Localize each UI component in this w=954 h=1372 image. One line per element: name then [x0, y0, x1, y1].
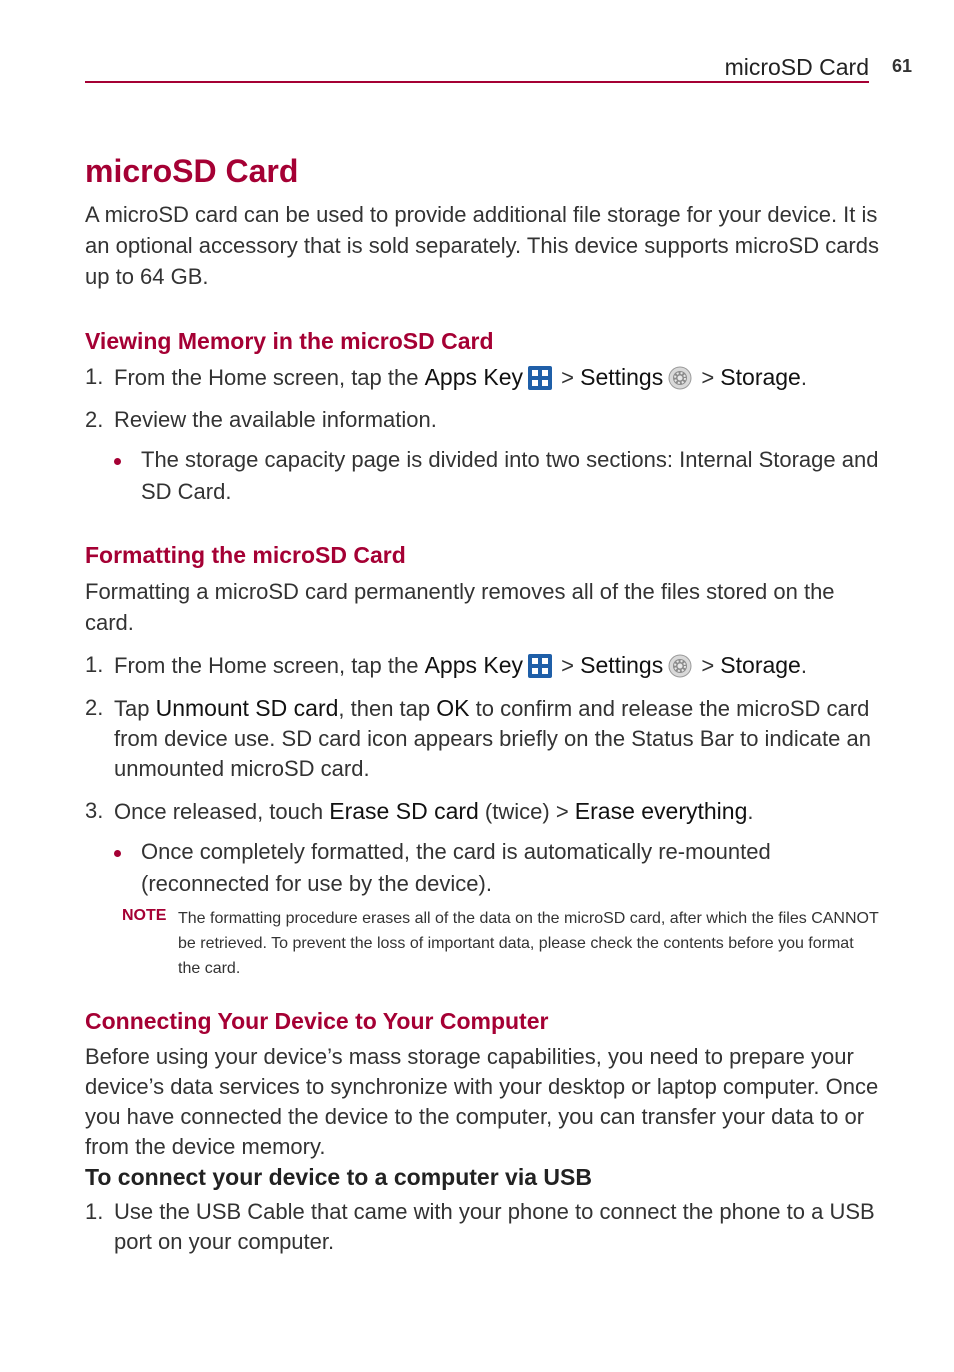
separator: >: [695, 365, 721, 390]
settings-label: Settings: [580, 364, 664, 390]
viewing-bullets: [85, 444, 880, 508]
unmount-sd-card-label: Unmount SD card: [155, 695, 339, 721]
step-text: Once released, touch: [114, 799, 330, 824]
step-end: .: [800, 365, 807, 390]
step-number: 1.: [85, 364, 104, 389]
step-text: Review the available information.: [114, 407, 437, 432]
erase-everything-label: Erase everything: [574, 798, 748, 824]
bullet-text: The storage capacity page is divided into two sections: Internal Storage and SD Card.: [141, 447, 879, 504]
formatting-step-3: [85, 796, 880, 827]
step-text: , then tap: [338, 696, 437, 721]
step-text: (twice) >: [478, 799, 575, 824]
page-content: [85, 150, 880, 1269]
erase-sd-card-label: Erase SD card: [329, 798, 479, 824]
step-text: Tap: [114, 696, 156, 721]
bullet-item: [141, 444, 880, 508]
usb-steps: [85, 1197, 880, 1257]
formatting-steps: [85, 650, 880, 827]
storage-label: Storage: [720, 652, 801, 678]
apps-key-label: Apps Key: [424, 364, 524, 390]
settings-gear-icon: [668, 654, 692, 678]
apps-grid-icon: [528, 654, 552, 678]
formatting-heading: Formatting the microSD Card: [85, 542, 406, 568]
bullet-text: Once completely formatted, the card is automatically re-mounted (reconnected for use by the device).: [141, 839, 771, 896]
step-end: .: [747, 799, 754, 824]
viewing-memory-steps: [85, 362, 880, 435]
running-header: [85, 52, 869, 83]
step-text: to confirm and release the microSD card from device use. SD card icon appears briefly on the Status Bar to indicate an unmounted microSD card.: [114, 696, 871, 781]
settings-label: Settings: [580, 652, 664, 678]
formatting-bullets: [85, 836, 880, 900]
page-title: microSD Card: [85, 153, 299, 189]
note-box: [85, 906, 880, 981]
connecting-intro: Before using your device’s mass storage capabilities, you need to prepare your device’s data services to synchronize with your desktop or laptop computer. Once you have connected the device to the computer, you can transfer your data to or from the device memory.: [85, 1044, 879, 1159]
storage-label: Storage: [720, 364, 801, 390]
settings-gear-icon: [668, 366, 692, 390]
apps-grid-icon: [528, 366, 552, 390]
formatting-intro: Formatting a microSD card permanently removes all of the files stored on the card.: [85, 579, 835, 635]
step-number: 2.: [85, 407, 104, 432]
bullet-dot-icon: [114, 458, 121, 465]
step-text: From the Home screen, tap the: [114, 365, 425, 390]
step-text: From the Home screen, tap the: [114, 653, 425, 678]
formatting-step-2: [85, 693, 880, 784]
connecting-heading: Connecting Your Device to Your Computer: [85, 1008, 549, 1034]
separator: >: [555, 653, 581, 678]
step-text: Use the USB Cable that came with your phone to connect the phone to a USB port on your computer.: [114, 1199, 875, 1254]
separator: >: [555, 365, 581, 390]
usb-step-1: [85, 1197, 880, 1257]
intro-paragraph: A microSD card can be used to provide additional file storage for your device. It is an optional accessory that is sold separately. This device supports microSD cards up to 64 GB.: [85, 202, 879, 289]
viewing-step-2: [85, 405, 880, 435]
apps-key-label: Apps Key: [424, 652, 524, 678]
step-end: .: [800, 653, 807, 678]
running-header-title: microSD Card: [724, 54, 869, 80]
viewing-memory-heading: Viewing Memory in the microSD Card: [85, 328, 494, 354]
step-number: 1.: [85, 1199, 104, 1224]
ok-label: OK: [436, 695, 470, 721]
note-label: NOTE: [122, 907, 167, 924]
note-text: The formatting procedure erases all of the data on the microSD card, after which the files CANNOT be retrieved. To prevent the loss of important data, please check the contents before you format the card.: [178, 910, 879, 977]
separator: >: [695, 653, 721, 678]
step-number: 3.: [85, 798, 104, 823]
step-number: 1.: [85, 652, 104, 677]
bullet-item: [141, 836, 880, 900]
formatting-step-1: [85, 650, 880, 681]
bullet-dot-icon: [114, 850, 121, 857]
viewing-step-1: [85, 362, 880, 393]
page-number: 61: [892, 56, 913, 76]
step-number: 2.: [85, 695, 104, 720]
usb-heading: To connect your device to a computer via USB: [85, 1164, 592, 1190]
